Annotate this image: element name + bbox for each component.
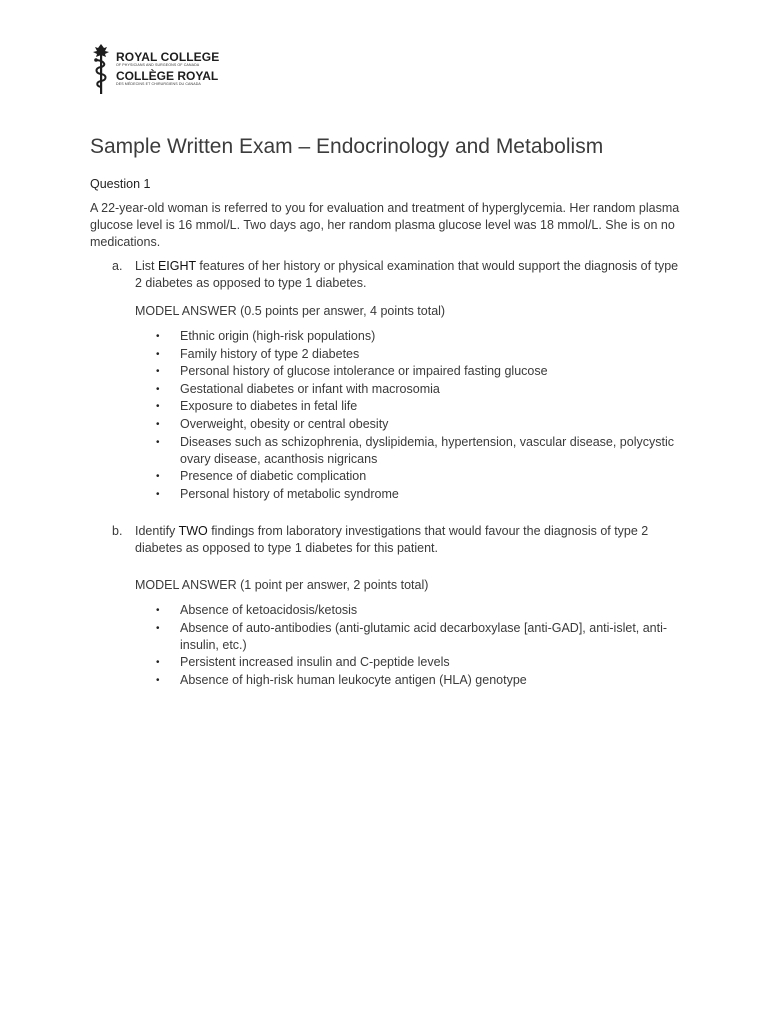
list-item [135, 654, 682, 671]
answer-text: Absence of high-risk human leukocyte antigen (HLA) genotype [180, 672, 527, 687]
list-item [135, 328, 682, 345]
answer-list [135, 602, 682, 689]
prompt-text-pre: List [135, 259, 158, 273]
answer-list [135, 328, 682, 503]
question-part-a [112, 258, 682, 503]
model-answer-heading: MODEL ANSWER (1 point per answer, 2 points total) [135, 578, 429, 592]
answer-text: Absence of ketoacidosis/ketosis [180, 603, 358, 617]
prompt-text-pre: Identify [135, 524, 179, 538]
list-item [135, 398, 682, 415]
list-item [135, 486, 682, 503]
answer-text: Personal history of glucose intolerance or impaired fasting glucose [180, 364, 548, 379]
part-prompt [135, 258, 682, 292]
bullet-icon: • [156, 348, 160, 360]
bullet-icon: • [156, 366, 160, 378]
prompt-emphasis: TWO [178, 524, 208, 538]
logo-line-french: COLLÈGE ROYAL [116, 69, 219, 83]
part-letter: a. [112, 259, 123, 273]
logo-subline-english: OF PHYSICIANS AND SURGEONS OF CANADA [116, 63, 200, 67]
bullet-icon: • [156, 401, 160, 413]
model-answer-heading: MODEL ANSWER (0.5 points per answer, 4 points total) [135, 304, 446, 318]
list-item [135, 468, 682, 485]
question-part-b [112, 523, 682, 689]
bullet-icon: • [156, 657, 160, 669]
prompt-text-post: features of her history or physical examination that would support the diagnosis of type 2 diabetes as opposed to type 1 diabetes. [135, 259, 679, 290]
answer-text: Absence of auto-antibodies (anti-glutamic acid decarboxylase [anti-GAD], anti-islet, anti-insulin, etc.) [180, 620, 668, 652]
royal-college-logo [90, 43, 219, 95]
answer-text: Diseases such as schizophrenia, dyslipidemia, hypertension, vascular disease, polycystic ovary disease, acanthosis nigricans [180, 434, 674, 466]
part-letter: b. [112, 524, 123, 538]
answer-text: Presence of diabetic complication [180, 469, 367, 484]
prompt-emphasis: EIGHT [157, 259, 196, 273]
list-item [135, 363, 682, 380]
answer-text: Persistent increased insulin and C-peptide levels [180, 655, 450, 670]
bullet-icon: • [156, 383, 160, 395]
prompt-text-post: findings from laboratory investigations that would favour the diagnosis of type 2 diabetes as opposed to type 1 diabetes for this patient. [135, 524, 649, 555]
bullet-icon: • [156, 331, 160, 342]
answer-text: Personal history of metabolic syndrome [180, 486, 399, 501]
answer-text: Ethnic origin (high-risk populations) [180, 329, 376, 343]
answer-text: Overweight, obesity or central obesity [180, 416, 389, 431]
answer-text: Exposure to diabetes in fetal life [180, 399, 358, 414]
list-item [135, 381, 682, 398]
bullet-icon: • [156, 418, 160, 430]
bullet-icon: • [156, 674, 160, 686]
logo-line-english: ROYAL COLLEGE [116, 50, 220, 64]
rod-of-asclepius-icon [90, 43, 112, 95]
list-item [135, 434, 682, 468]
list-item [135, 602, 682, 619]
bullet-icon: • [156, 436, 160, 448]
bullet-icon: • [156, 471, 160, 483]
bullet-icon: • [156, 605, 160, 616]
list-item [135, 416, 682, 433]
question-heading: Question 1 [90, 177, 151, 191]
answer-text: Gestational diabetes or infant with macrosomia [180, 381, 440, 396]
list-item [135, 620, 682, 654]
list-item [135, 672, 682, 689]
question-intro: A 22-year-old woman is referred to you for evaluation and treatment of hyperglycemia. Her random plasma glucose level is 16 mmol/L. Two days ago, her random plasma glucose level was 18 mmol/L. She is on no medications. [90, 201, 680, 249]
answer-text: Family history of type 2 diabetes [180, 346, 360, 361]
list-item [135, 346, 682, 363]
logo-subline-french: DES MÉDECINS ET CHIRURGIENS DU CANADA [116, 82, 201, 86]
bullet-icon: • [156, 488, 160, 500]
page-title: Sample Written Exam – Endocrinology and Metabolism [90, 135, 604, 158]
bullet-icon: • [156, 622, 160, 634]
part-prompt [135, 523, 682, 557]
